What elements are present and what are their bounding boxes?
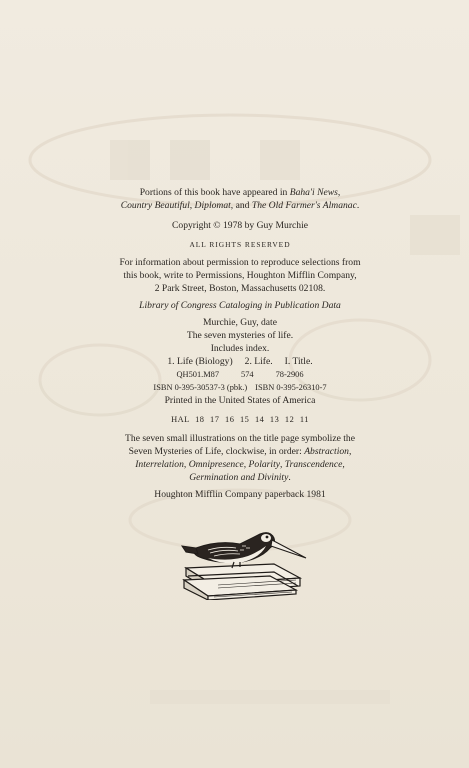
permission-note bbox=[90, 256, 390, 295]
cip-index: Includes index. bbox=[210, 343, 270, 354]
source-old-farmers-almanac: The Old Farmer's Almanac bbox=[251, 200, 357, 211]
printing-line: HAL 18 17 16 15 14 13 12 11 bbox=[171, 415, 309, 424]
portions-line-2: Country Beautiful, Diplomat, and The Old Farmer's Almanac. bbox=[120, 200, 360, 211]
illustrations-note: The seven small illustrations on the title page symbolize the Seven Mysteries of Life, clockwise, in order: Abstraction, Interrelation, Omnipresence, Polarity, Transcendence, Germination and Divinity. bbox=[125, 433, 355, 483]
portions-line-1: Portions of this book have appeared in Baha'i News, bbox=[139, 187, 341, 198]
kingfisher-on-books-icon bbox=[178, 518, 308, 600]
mystery-abstraction: Abstraction bbox=[304, 446, 349, 457]
permission-line: For information about permission to reproduce selections from bbox=[119, 257, 361, 268]
mystery-transcendence: Transcendence bbox=[284, 459, 343, 470]
mystery-omnipresence: Omnipresence bbox=[188, 459, 244, 470]
source-diplomat: Diplomat bbox=[194, 200, 231, 211]
permission-line: this book, write to Permissions, Houghton Mifflin Company, bbox=[123, 270, 357, 281]
cip-heading: Library of Congress Cataloging in Publication Data bbox=[139, 300, 341, 311]
cip-author: Murchie, Guy, date bbox=[203, 317, 277, 328]
permission-line: 2 Park Street, Boston, Massachusetts 02108. bbox=[154, 283, 326, 294]
copyright-line: Copyright © 1978 by Guy Murchie bbox=[172, 220, 308, 231]
cip-classification: QH501.M87 574 78-2906 bbox=[176, 370, 304, 379]
source-bahai-news: Baha'i News bbox=[289, 187, 338, 198]
mystery-germination: Germination bbox=[189, 472, 239, 483]
mystery-divinity: Divinity bbox=[257, 472, 289, 483]
printed-in: Printed in the United States of America bbox=[164, 395, 316, 406]
portions-note bbox=[90, 186, 390, 212]
cip-title: The seven mysteries of life. bbox=[186, 330, 294, 341]
source-country-beautiful: Country Beautiful bbox=[120, 200, 190, 211]
cip-data bbox=[90, 299, 390, 394]
cip-subjects: 1. Life (Biology) 2. Life. I. Title. bbox=[167, 356, 313, 367]
mystery-polarity: Polarity bbox=[248, 459, 280, 470]
all-rights-reserved: ALL RIGHTS RESERVED bbox=[189, 240, 291, 249]
paperback-note: Houghton Mifflin Company paperback 1981 bbox=[154, 489, 326, 500]
cip-isbn: ISBN 0-395-30537-3 (pbk.) ISBN 0-395-26310-7 bbox=[153, 383, 327, 392]
mystery-interrelation: Interrelation bbox=[135, 459, 184, 470]
